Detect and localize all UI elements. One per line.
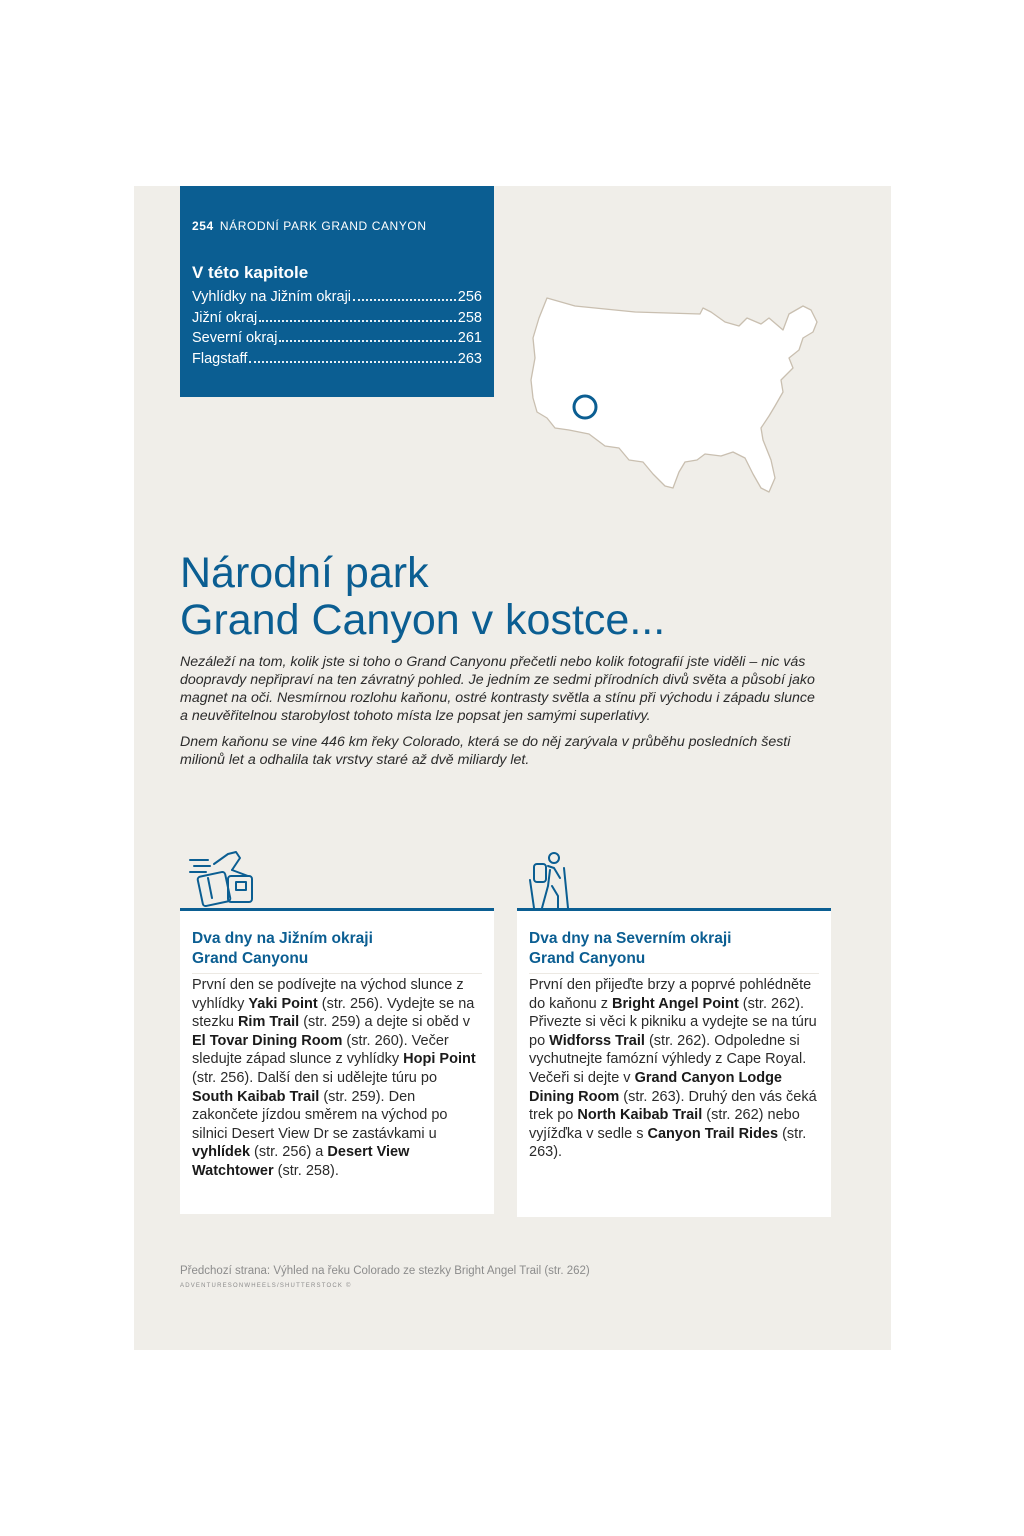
body-text: (str. 263). <box>529 1125 807 1161</box>
running-header <box>192 219 482 233</box>
toc-leader-dots <box>259 320 456 322</box>
title-line-1: Národní park <box>180 549 429 597</box>
body-text: (str. 258). <box>273 1162 339 1179</box>
highlighted-place: Bright Angel Point <box>612 995 739 1012</box>
toc-item[interactable] <box>192 287 482 308</box>
highlighted-place: North Kaibab Trail <box>577 1107 703 1124</box>
highlighted-place: Yaki Point <box>248 995 318 1012</box>
chapter-toc-box <box>180 186 494 397</box>
body-text: (str. 262). Přivezte si věci k pikniku a vydejte se na túru po <box>529 995 817 1049</box>
page-number: 254 <box>192 219 214 233</box>
toc-leader-dots <box>279 340 455 342</box>
photo-caption: Předchozí strana: Výhled na řeku Colorado ze stezky Bright Angel Trail (str. 262) <box>180 1265 590 1277</box>
photo-credit: ADVENTURESONWHEELS/SHUTTERSTOCK © <box>180 1283 352 1289</box>
body-text: (str. 260). Večer sledujte západ slunce z vyhlídky <box>192 1032 449 1068</box>
highlighted-place: El Tovar Dining Room <box>192 1032 343 1049</box>
itinerary-card-north-rim <box>517 908 831 1217</box>
card-title-line: Dva dny na Severním okraji <box>529 930 732 947</box>
body-text: (str. 256). Další den si udělejte túru po <box>192 1069 438 1086</box>
card-title <box>192 929 482 974</box>
body-text: (str. 259). Den zakončete jízdou směrem na východ po silnici Desert View Dr se zastávkami u <box>192 1088 448 1142</box>
body-text: (str. 256). Vydejte se na stezku <box>192 995 475 1031</box>
toc-item-label: Vyhlídky na Jižním okraji <box>192 289 352 305</box>
toc-item[interactable] <box>192 349 482 370</box>
toc-item-page: 263 <box>457 350 482 367</box>
body-text: (str. 262) nebo vyjížďka v sedle s <box>529 1107 800 1142</box>
card-title <box>529 929 819 974</box>
highlighted-place: Rim Trail <box>237 1014 300 1031</box>
highlighted-place: Canyon Trail Rides <box>647 1125 779 1142</box>
body-text: (str. 256) a <box>250 1144 328 1161</box>
highlighted-place: Grand Canyon Lodge Dining Room <box>529 1069 782 1105</box>
highlighted-place: Desert View Watchtower <box>192 1144 410 1179</box>
card-title-line: Dva dny na Jižním okraji <box>192 930 373 947</box>
toc-item-page: 258 <box>457 309 482 326</box>
highlighted-place: vyhlídek <box>192 1144 251 1161</box>
toc-leader-dots <box>353 299 456 301</box>
card-title-line: Grand Canyonu <box>529 950 646 967</box>
toc-item-page: 261 <box>457 330 482 346</box>
intro-text <box>180 653 816 777</box>
toc-leader-dots <box>249 361 455 363</box>
toc-item-label: Flagstaff <box>192 350 248 367</box>
car-luggage-icon <box>188 848 260 910</box>
card-body <box>529 976 819 1162</box>
highlighted-place: South Kaibab Trail <box>192 1088 320 1105</box>
intro-paragraph: Dnem kaňonu se vine 446 km řeky Colorado, která se do něj zarývala v průběhu posledních šesti milionů let a odhalila tak vrstvy staré až dvě miliardy let. <box>180 734 791 768</box>
card-title-line: Grand Canyonu <box>192 950 309 967</box>
highlighted-place: Widforss Trail <box>549 1032 645 1049</box>
body-text: První den se podívejte na východ slunce z vyhlídky <box>192 977 464 1012</box>
toc-item-label: Severní okraj <box>192 330 278 346</box>
title-line-2: Grand Canyon v kostce... <box>180 596 666 644</box>
body-text: (str. 262). Odpoledne si vychutnejte famózní výhledy z Cape Royal. Večeři si dejte v <box>529 1032 807 1086</box>
toc-item-page: 256 <box>457 289 482 305</box>
body-text: První den přijeďte brzy a poprvé pohlédněte do kaňonu z <box>529 977 812 1012</box>
usa-locator-map <box>525 288 825 500</box>
usa-outline <box>531 298 817 492</box>
section-title: NÁRODNÍ PARK GRAND CANYON <box>219 219 427 233</box>
page-title <box>180 550 840 644</box>
body-text: (str. 263). Druhý den vás čeká trek po <box>529 1088 817 1124</box>
toc-item-label: Jižní okraj <box>192 309 258 326</box>
toc-item[interactable] <box>192 328 482 349</box>
intro-paragraph: Nezáleží na tom, kolik jste si toho o Grand Canyonu přečetli nebo kolik fotografií jste viděli – nic vás doopravdy nepřipraví na ten závratný pohled. Je jedním ze sedmi přírodních divů světa a působí jako magnet na oči. Nesmírnou rozlohu kaňonu, ostré kontrasty světla a stínu při východu i západu slunce a neuvěřitelnou starobylost tohoto místa lze popsat jen samými superlativy. <box>180 654 815 724</box>
highlighted-place: Hopi Point <box>403 1051 476 1068</box>
hiker-icon <box>528 850 576 910</box>
itinerary-card-south-rim <box>180 908 494 1214</box>
toc-title: V této kapitole <box>192 263 309 282</box>
card-body <box>192 976 482 1181</box>
body-text: (str. 259) a dejte si oběd v <box>299 1014 471 1031</box>
toc-item[interactable] <box>192 308 482 329</box>
